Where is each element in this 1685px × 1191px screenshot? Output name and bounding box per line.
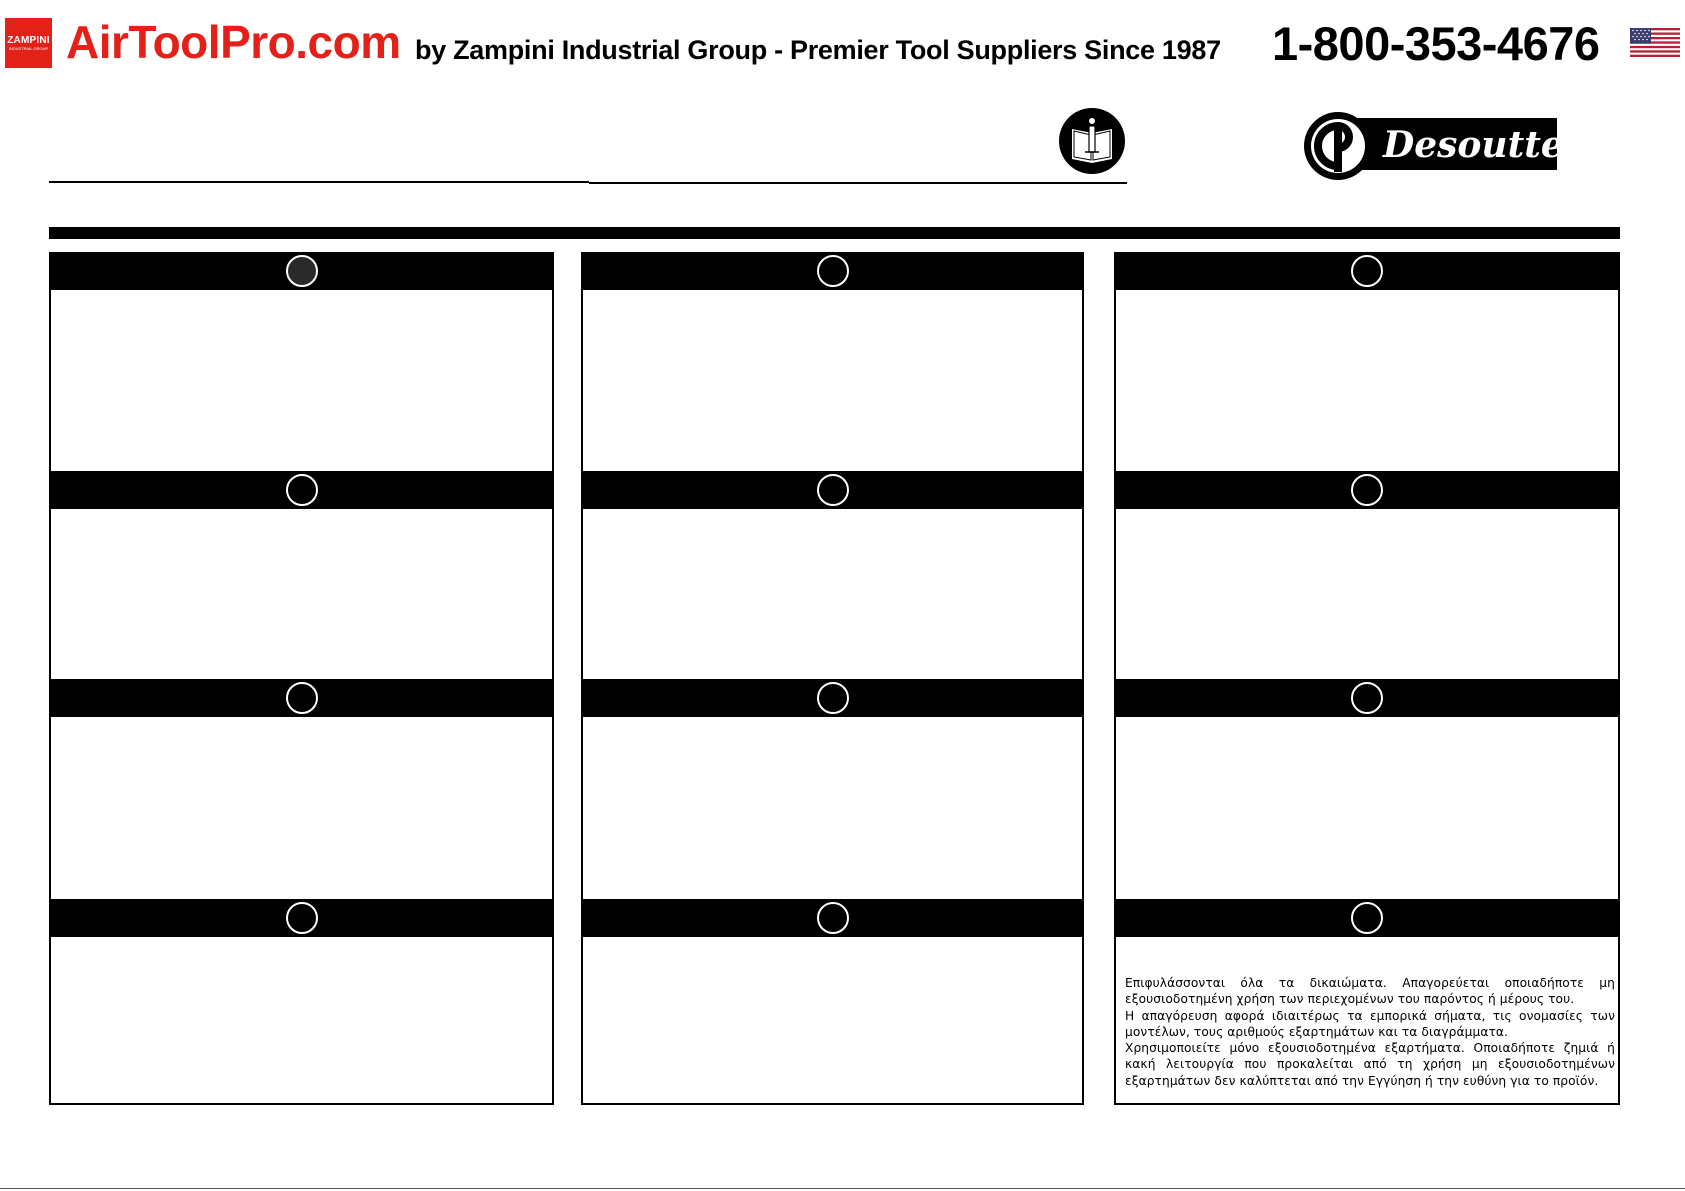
marker-circle bbox=[1351, 474, 1383, 506]
marker-circle bbox=[1351, 902, 1383, 934]
panel-column-2 bbox=[581, 252, 1084, 1105]
marker-circle bbox=[1351, 255, 1383, 287]
zampini-logo bbox=[5, 18, 52, 68]
logo-line1: ZAMPINI bbox=[7, 34, 50, 46]
panel-band bbox=[49, 899, 554, 937]
us-flag-icon bbox=[1630, 28, 1680, 57]
marker-circle bbox=[286, 902, 318, 934]
panel-band bbox=[581, 679, 1084, 717]
panel-band bbox=[49, 252, 554, 290]
copyright-notice bbox=[1125, 975, 1615, 1089]
panel-band bbox=[1114, 252, 1620, 290]
panel-band bbox=[581, 899, 1084, 937]
marker-circle bbox=[1351, 682, 1383, 714]
marker-circle bbox=[286, 474, 318, 506]
header-thick-rule bbox=[49, 227, 1620, 239]
panel-band bbox=[49, 679, 554, 717]
marker-circle bbox=[286, 682, 318, 714]
desoutter-logo-text: Desoutter bbox=[1383, 124, 1583, 166]
notice-paragraph: Επιφυλάσσονται όλα τα δικαιώματα. Απαγορεύεται οποιαδήποτε μη εξουσιοδοτημένη χρήση των περιεχομένων του παρόντος ή μέρους του. bbox=[1125, 976, 1615, 1007]
header-rule-left bbox=[49, 181, 589, 183]
panel-band bbox=[49, 471, 554, 509]
marker-circle bbox=[286, 255, 318, 287]
phone-number[interactable]: 1-800-353-4676 bbox=[1272, 17, 1600, 70]
panel-band bbox=[1114, 679, 1620, 717]
marker-circle bbox=[817, 902, 849, 934]
panel-band bbox=[1114, 899, 1620, 937]
panel-band bbox=[1114, 471, 1620, 509]
tagline: by Zampini Industrial Group - Premier Tool Suppliers Since 1987 bbox=[415, 35, 1221, 65]
header-rule-right bbox=[589, 182, 1127, 184]
marker-circle bbox=[817, 474, 849, 506]
panel-column-1 bbox=[49, 252, 554, 1105]
page-bottom-rule bbox=[0, 1188, 1685, 1189]
brand-link[interactable]: AirToolPro.com bbox=[66, 16, 401, 68]
marker-circle bbox=[817, 255, 849, 287]
desoutter-logo bbox=[1302, 112, 1583, 180]
notice-paragraph: Χρησιμοποιείτε μόνο εξουσιοδοτημένα εξαρτήματα. Οποιαδήποτε ζημιά ή κακή λειτουργία που προκαλείται από τη χρήση μη εξουσιοδοτημένων εξαρτημάτων δεν καλύπτεται από την Εγγύηση ή την ευθύνη για το προϊόν. bbox=[1125, 1041, 1615, 1088]
marker-circle bbox=[817, 682, 849, 714]
panel-band bbox=[581, 471, 1084, 509]
notice-paragraph: Η απαγόρευση αφορά ιδιαιτέρως τα εμπορικά σήματα, τις ονομασίες των μοντέλων, τους αριθμούς εξαρτημάτων και τα διαγράμματα. bbox=[1125, 1008, 1615, 1039]
logo-line2: INDUSTRIAL GROUP bbox=[8, 45, 49, 51]
read-manual-icon bbox=[1058, 107, 1126, 175]
panel-band bbox=[581, 252, 1084, 290]
